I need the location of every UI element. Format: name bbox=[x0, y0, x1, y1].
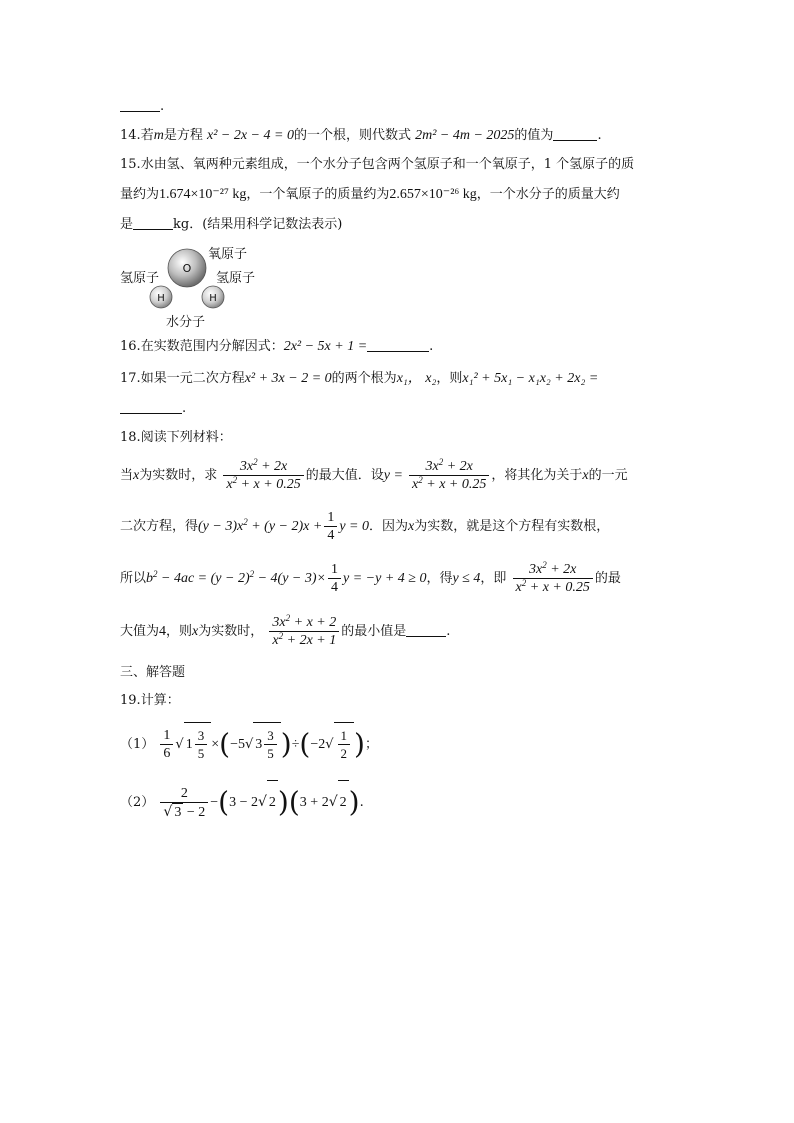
question-18-line-1: 当x为实数时，求 $\frac{3x^2 + 2x}{x^2 + x + 0.25}$ 的最大值．设y = $\frac{3x^2 + 2x}{x^2 + x + 0.25}$ ，将其化为关于x的一元 bbox=[120, 457, 628, 492]
fraction: $\frac{3x^2 + 2x}{x^2 + x + 0.25}$ bbox=[409, 458, 489, 493]
section-heading: 三、解答题 bbox=[120, 665, 186, 680]
fraction: $\frac{3x^2 + 2x}{x^2 + x + 0.25}$ bbox=[513, 561, 593, 596]
question-16: 16.在实数范围内分解因式：2x² − 5x + 1 = . bbox=[120, 339, 434, 354]
molecule-label: 水分子 bbox=[166, 315, 206, 330]
question-number: 18. bbox=[120, 430, 141, 445]
answer-blank bbox=[406, 624, 446, 637]
question-18-line-4: 大值为4，则x为实数时， $\frac{3x^2 + x + 2}{x^2 + 2x + 1}$ 的最小值是 . bbox=[120, 613, 451, 648]
question-15-line-3: 是 kg．(结果用科学记数法表示) bbox=[120, 217, 343, 232]
fraction: $\frac{3x^2 + x + 2}{x^2 + 2x + 1}$ bbox=[269, 614, 339, 649]
expression: x₁² + 5x₁ − x₁x₂ + 2x₂ = bbox=[462, 371, 599, 386]
hydrogen-atom-label-left: 氢原子 bbox=[120, 271, 160, 286]
equation: x² + 3x − 2 = 0 bbox=[244, 371, 332, 386]
fraction: $\frac{2}{√ 3 - 2}$ bbox=[160, 785, 208, 821]
expression: 2x² − 5x + 1 = bbox=[283, 339, 368, 354]
question-number: 17. bbox=[120, 371, 141, 386]
oxygen-atom-label: 氧原子 bbox=[208, 247, 248, 262]
hydrogen-atom-label-right: 氢原子 bbox=[216, 271, 256, 286]
question-number: 16. bbox=[120, 339, 141, 354]
fraction: $\frac{1}{4}$ bbox=[328, 561, 341, 596]
fraction: $\frac{1}{6}$ bbox=[160, 727, 173, 762]
expression: 2m² − 4m − 2025 bbox=[415, 128, 515, 143]
question-19-part-2: （2） $\frac{2}{√ 3 - 2}$ −(3 − 2√ 2)(3 + 2√ 2). bbox=[120, 780, 364, 825]
answer-blank bbox=[553, 128, 597, 141]
question-18-title: 18.阅读下列材料： bbox=[120, 430, 232, 445]
question-17-answer-line: . bbox=[120, 400, 186, 418]
equation: x² − 2x − 4 = 0 bbox=[206, 128, 294, 143]
answer-blank bbox=[133, 217, 173, 230]
question-15-line-2: 量约为1.674×10⁻²⁷ kg，一个氧原子的质量约为2.657×10⁻²⁶ kg，一个水分子的质量大约 bbox=[120, 187, 620, 202]
oxygen-symbol: O bbox=[182, 262, 192, 275]
answer-blank bbox=[367, 339, 429, 352]
fraction: $\frac{1}{4}$ bbox=[324, 509, 337, 544]
question-number: 15. bbox=[120, 157, 141, 172]
question-18-line-3: 所以$b^2 - 4ac = (y - 2)^2 - 4(y - 3)\times$ $\frac{1}{4}$ y = −y + 4 ≥ 0，得y ≤ 4，即 $\frac{3x^2 + 2x}{x^2 + x + 0.25}$ 的最 bbox=[120, 560, 621, 595]
question-17: 17.如果一元二次方程x² + 3x − 2 = 0的两个根为x₁， x₂，则x₁² + 5x₁ − x₁x₂ + 2x₂ = bbox=[120, 371, 599, 386]
hydrogen-symbol-left: H bbox=[157, 293, 165, 304]
question-number: 14. bbox=[120, 128, 141, 143]
question-15-line-1: 15.水由氢、氧两种元素组成，一个水分子包含两个氢原子和一个氧原子，1 个氢原子的质 bbox=[120, 157, 635, 172]
question-19-part-1: （1） $\frac{1}{6}$ √ 1 $\frac{3}{5}$ ×(−5√ 3 $\frac{3}{5}$ )÷(−2√ $\frac{1}{2}$ )； bbox=[120, 722, 378, 767]
answer-blank bbox=[120, 401, 182, 414]
water-molecule-figure bbox=[116, 244, 276, 330]
question-18-line-2: 二次方程，得$(y - 3)x^2 + (y - 2)x$ + $\frac{1}{4}$ y = 0．因为x为实数，就是这个方程有实数根， bbox=[120, 510, 610, 543]
answer-blank bbox=[120, 99, 160, 112]
question-number: 19. bbox=[120, 693, 141, 708]
fraction: $\frac{3x^2 + 2x}{x^2 + x + 0.25}$ bbox=[223, 458, 303, 493]
question-19-title: 19.计算： bbox=[120, 693, 180, 708]
roots: x₁， x₂ bbox=[396, 371, 437, 386]
hydrogen-symbol-right: H bbox=[209, 293, 217, 304]
hydrogen-mass: 1.674×10⁻²⁷ kg bbox=[159, 187, 247, 202]
q13-answer-line: . bbox=[120, 98, 164, 116]
question-14: 14.若m是方程 x² − 2x − 4 = 0的一个根，则代数式 2m² − 4m − 2025的值为 . bbox=[120, 128, 602, 143]
oxygen-mass: 2.657×10⁻²⁶ kg bbox=[389, 187, 477, 202]
